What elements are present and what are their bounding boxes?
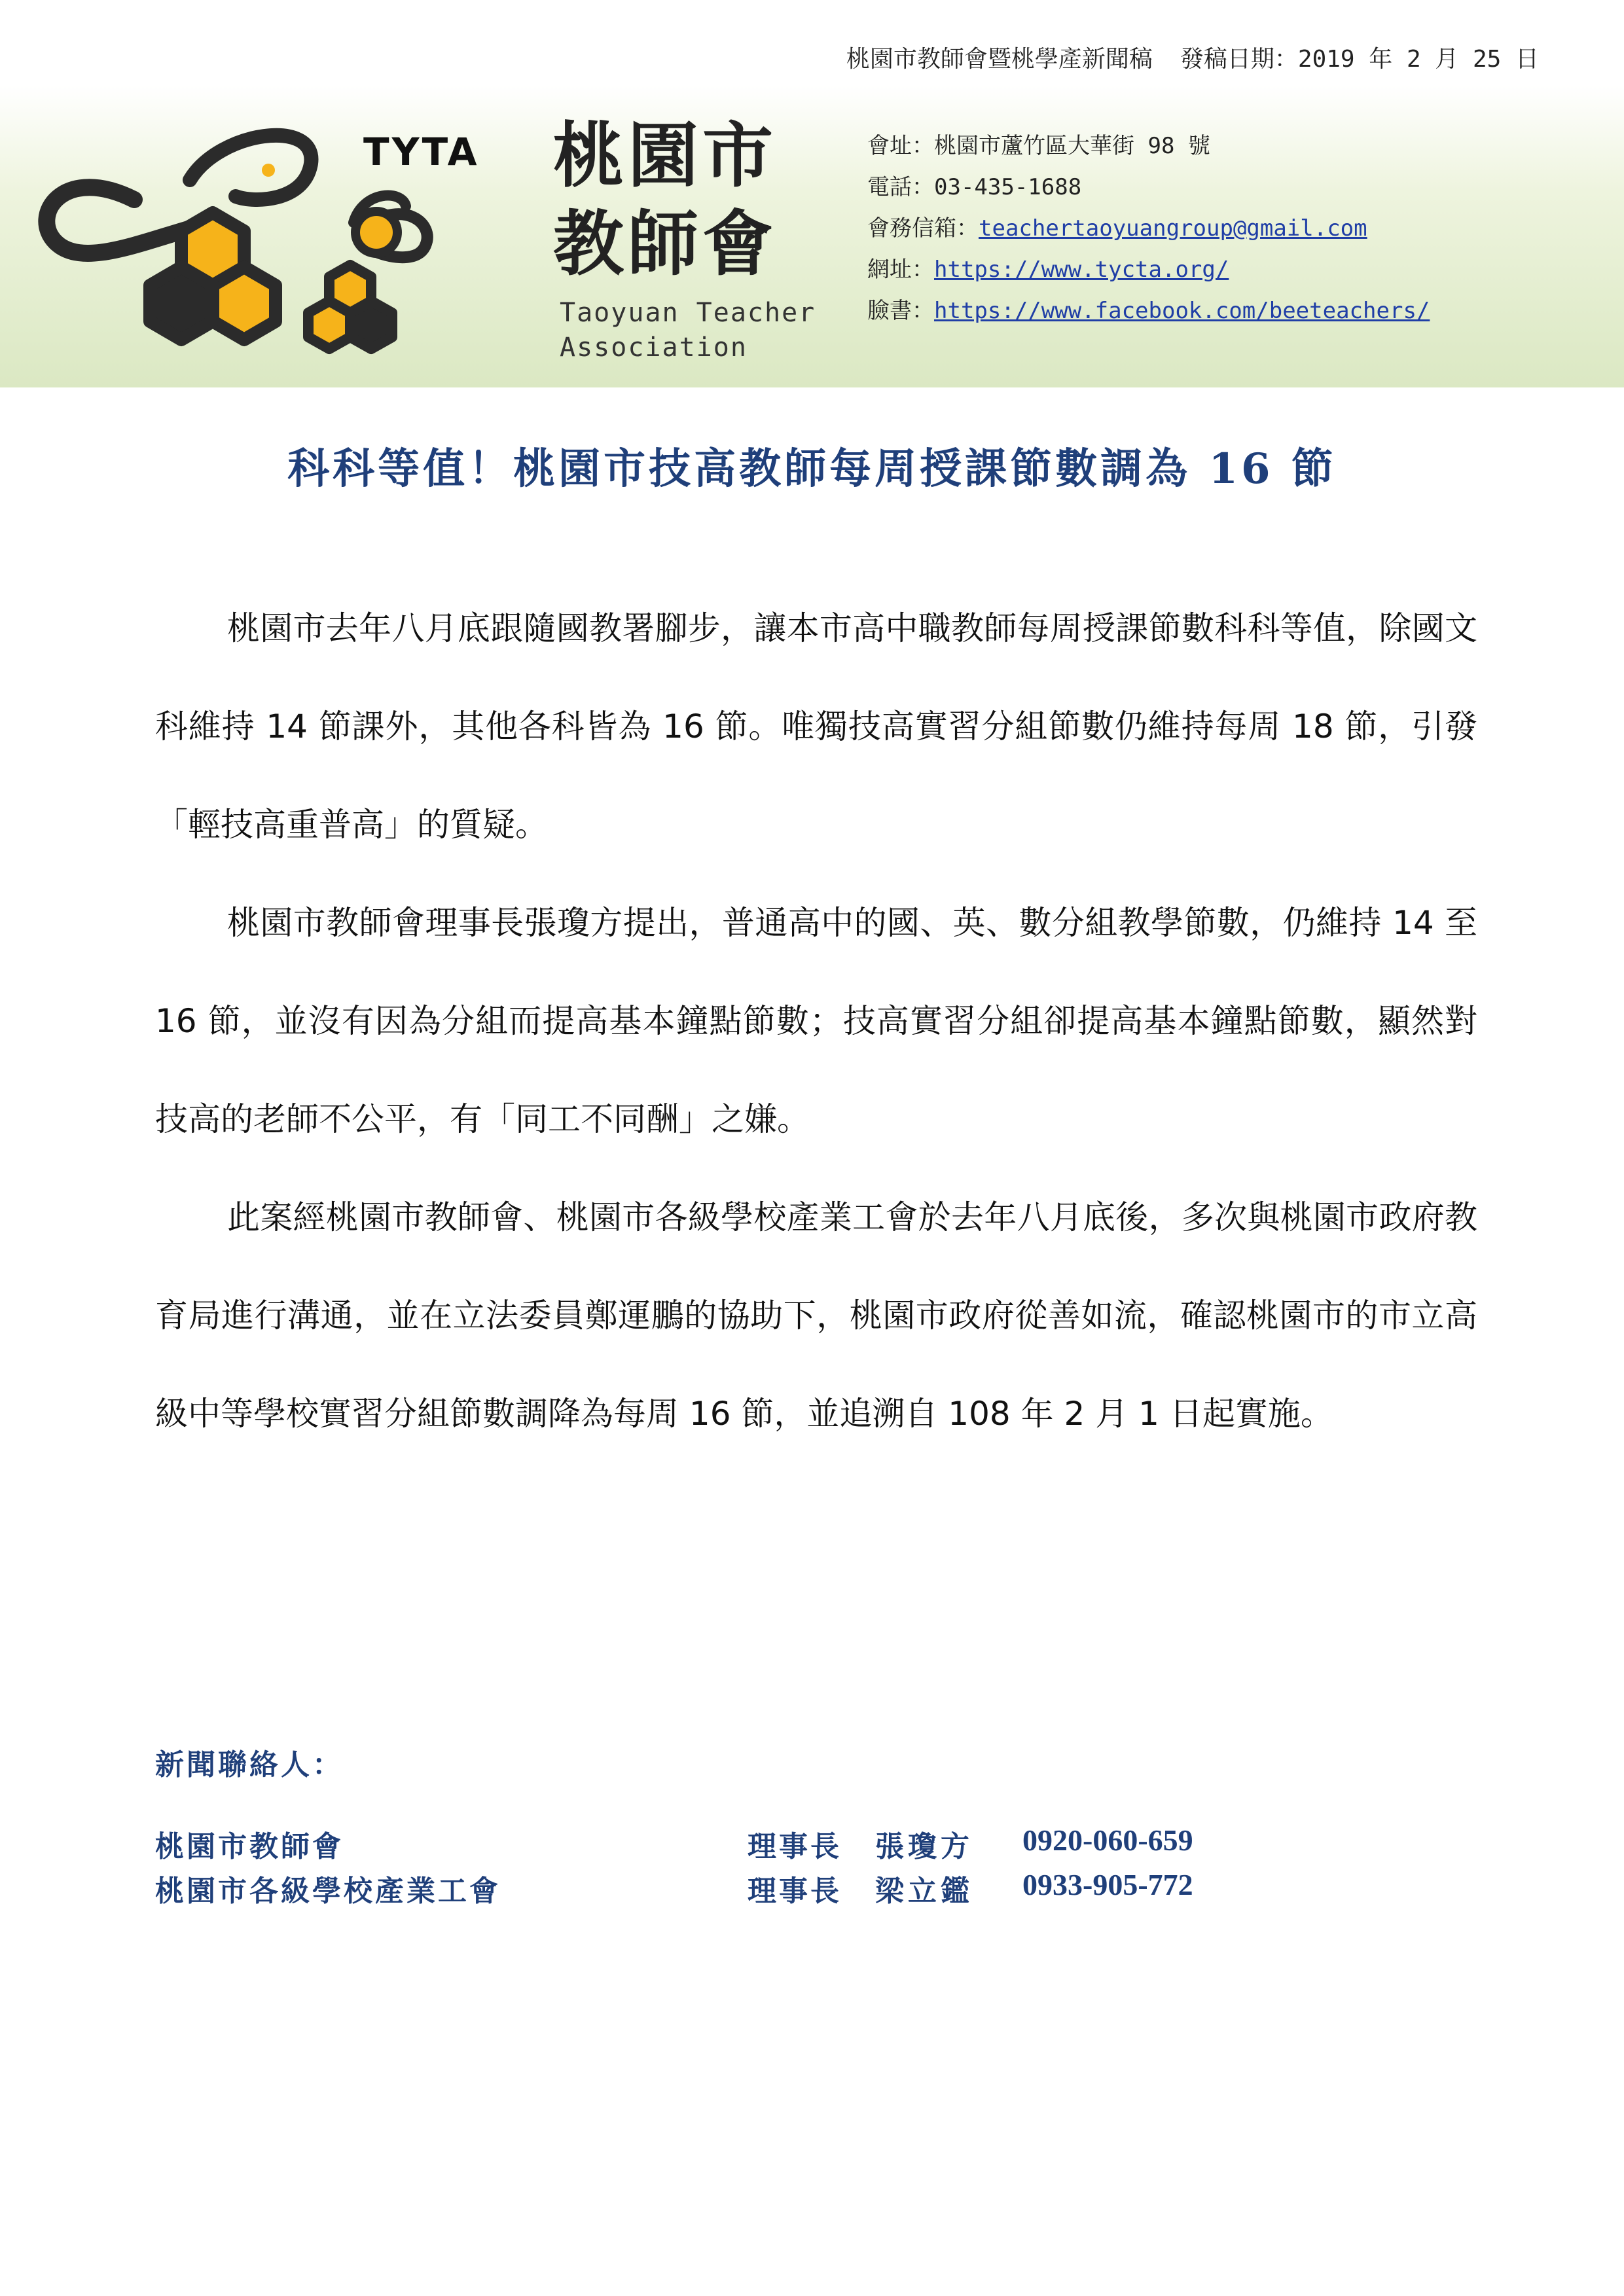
contact-address: 會址：桃園市蘆竹區大華街 98 號 — [867, 133, 1210, 159]
contact-phone-number: 0920-060-659 — [1022, 1823, 1193, 1857]
press-contact-row — [155, 1867, 1268, 1912]
contact-block — [867, 128, 1430, 334]
contact-name: 梁立鑑 — [875, 1874, 973, 1908]
page-title: 科科等值！桃園市技高教師每周授課節數調為 16 節 — [287, 444, 1337, 493]
contact-facebook: 臉書：https://www.facebook.com/beeteachers/ — [867, 298, 1430, 324]
website-link[interactable]: https://www.tycta.org/ — [934, 257, 1229, 283]
press-contacts-label: 新聞聯絡人： — [155, 1748, 344, 1782]
contact-org: 桃園市教師會 — [155, 1830, 344, 1863]
press-contact-row — [155, 1823, 1268, 1867]
brand-english-line1: Taoyuan Teacher — [560, 298, 816, 328]
release-date: 發稿日期：2019 年 2 月 25 日 — [1180, 46, 1539, 73]
contact-email: 會務信箱：teachertaoyuangroup@gmail.com — [867, 215, 1367, 242]
paragraph-2: 桃園市教師會理事長張瓊方提出，普通高中的國、英、數分組教學節數，仍維持 14 至 16 節，並沒有因為分組而提高基本鐘點節數；技高實習分組卻提高基本鐘點節數，顯然對技高的老師不公平，有「同工不同酬」之嫌。 — [155, 904, 1477, 1138]
facebook-link[interactable]: https://www.facebook.com/beeteachers/ — [934, 298, 1430, 324]
contact-org: 桃園市各級學校產業工會 — [155, 1874, 501, 1908]
paragraph-1: 桃園市去年八月底跟隨國教署腳步，讓本市高中職教師每周授課節數科科等值，除國文科維持 14 節課外，其他各科皆為 16 節。唯獨技高實習分組節數仍維持每周 18 節，引發「輕技高重普高」的質疑。 — [155, 609, 1477, 844]
contact-name: 張瓊方 — [875, 1830, 973, 1863]
email-link[interactable]: teachertaoyuangroup@gmail.com — [979, 215, 1367, 242]
contact-phone: 電話：03-435-1688 — [867, 174, 1082, 200]
contact-website: 網址：https://www.tycta.org/ — [867, 257, 1229, 283]
paragraph-3: 此案經桃園市教師會、桃園市各級學校產業工會於去年八月底後，多次與桃園市政府教育局進行溝通，並在立法委員鄭運鵬的協助下，桃園市政府從善如流，確認桃園市的市立高級中等學校實習分組節數調降為每周 16 節，並追溯自 108 年 2 月 1 日起實施。 — [155, 1198, 1477, 1433]
brand-english-line2: Association — [560, 332, 748, 363]
brand-abbreviation: TYTA — [363, 130, 480, 174]
article-body — [155, 579, 1477, 1463]
release-source: 桃園市教師會暨桃學產新聞稿 — [846, 46, 1153, 73]
contact-role: 理事長 — [748, 1874, 842, 1908]
brand-name-line1: 桃園市 — [553, 115, 778, 197]
press-contacts-table — [155, 1823, 1268, 1912]
contact-phone-number: 0933-905-772 — [1022, 1868, 1193, 1901]
contact-role: 理事長 — [748, 1830, 842, 1863]
brand-name-line2: 教師會 — [553, 204, 778, 285]
release-header-line — [846, 41, 1539, 74]
